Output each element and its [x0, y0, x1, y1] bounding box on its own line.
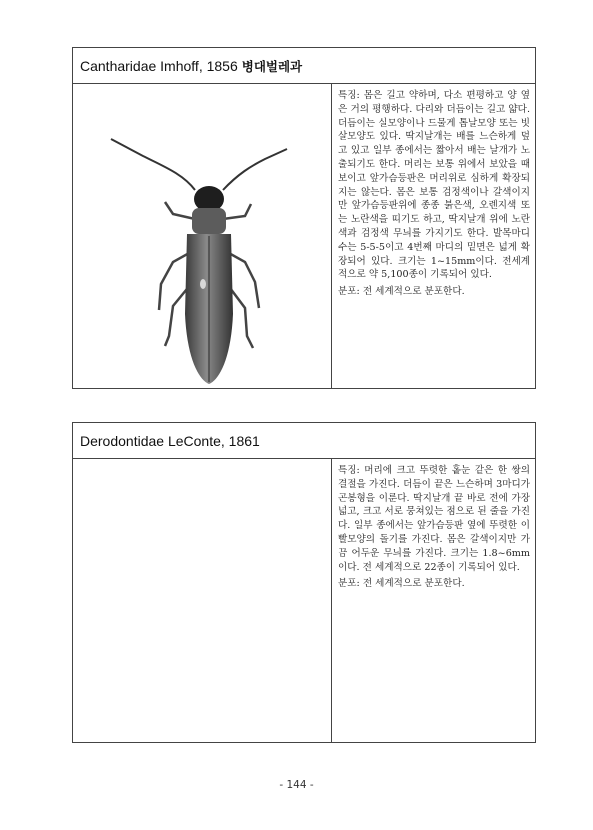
family-entry-cantharidae	[72, 47, 536, 389]
description-cell	[332, 459, 535, 742]
family-entry-derodontidae	[72, 422, 536, 743]
specimen-image-cell	[73, 84, 332, 388]
distribution-text: 분포: 전 세계적으로 분포한다.	[338, 286, 465, 298]
beetle-photo	[73, 84, 331, 388]
entry-title	[73, 423, 535, 459]
family-latin-name: Cantharidae Imhoff, 1856	[80, 57, 238, 74]
entry-title	[73, 48, 535, 84]
family-latin-name: Derodontidae LeConte, 1861	[80, 432, 260, 449]
specimen-image-cell	[73, 459, 332, 742]
distribution-text: 분포: 전 세계적으로 분포한다.	[338, 578, 465, 590]
description-text: 특징: 몸은 길고 약하며, 다소 편평하고 양 옆은 거의 평행하다. 다리와 더듬이는 길고 얇다. 더듬이는 실모양이나 드물게 톱날모양 또는 빗살모양도 있다. 딱지날개는 배를 느슨하게 덮고 있고 일부 종에서는 짧아서 배는 날개가 노출되기도 한다. 머리는 보통 위에서 보았을 때 보이고 앞가슴등판은 머리위로 심하게 확장되지는 않는다. 몸은 보통 검정색이나 갈색이지만 앞가슴등판위에 종종 붉은색, 오렌지색 또는 노란색을 띠기도 하고, 딱지날개 위에 노란색과 검정색 무늬를 가지기도 한다. 발목마디수는 5-5-5이고 4번째 마디의 밑면은 넓게 확장되어 있다. 크기는 1~15mm이다. 전세계적으로 약 5,100종이 기록되어 있다.	[338, 90, 530, 281]
description-cell	[332, 84, 535, 388]
page-number: - 144 -	[279, 779, 314, 791]
description-text: 특징: 머리에 크고 뚜렷한 홑눈 같은 한 쌍의 결절을 가진다. 더듬이 끝은 느슨하며 3마디가 곤봉형을 이룬다. 딱지날개 끝 바로 전에 가장 넓고, 크고 서로 뭉쳐있는 점으로 된 줄을 가진다. 일부 종에서는 앞가슴등판 옆에 뚜렷한 이빨모양의 돌기를 가진다. 몸은 갈색이지만 가끔 어두운 무늬를 가진다. 크기는 1.8~6mm이다. 전 세계적으로 22종이 기록되어 있다.	[338, 465, 530, 573]
family-korean-name: 병대벌레과	[241, 58, 303, 74]
